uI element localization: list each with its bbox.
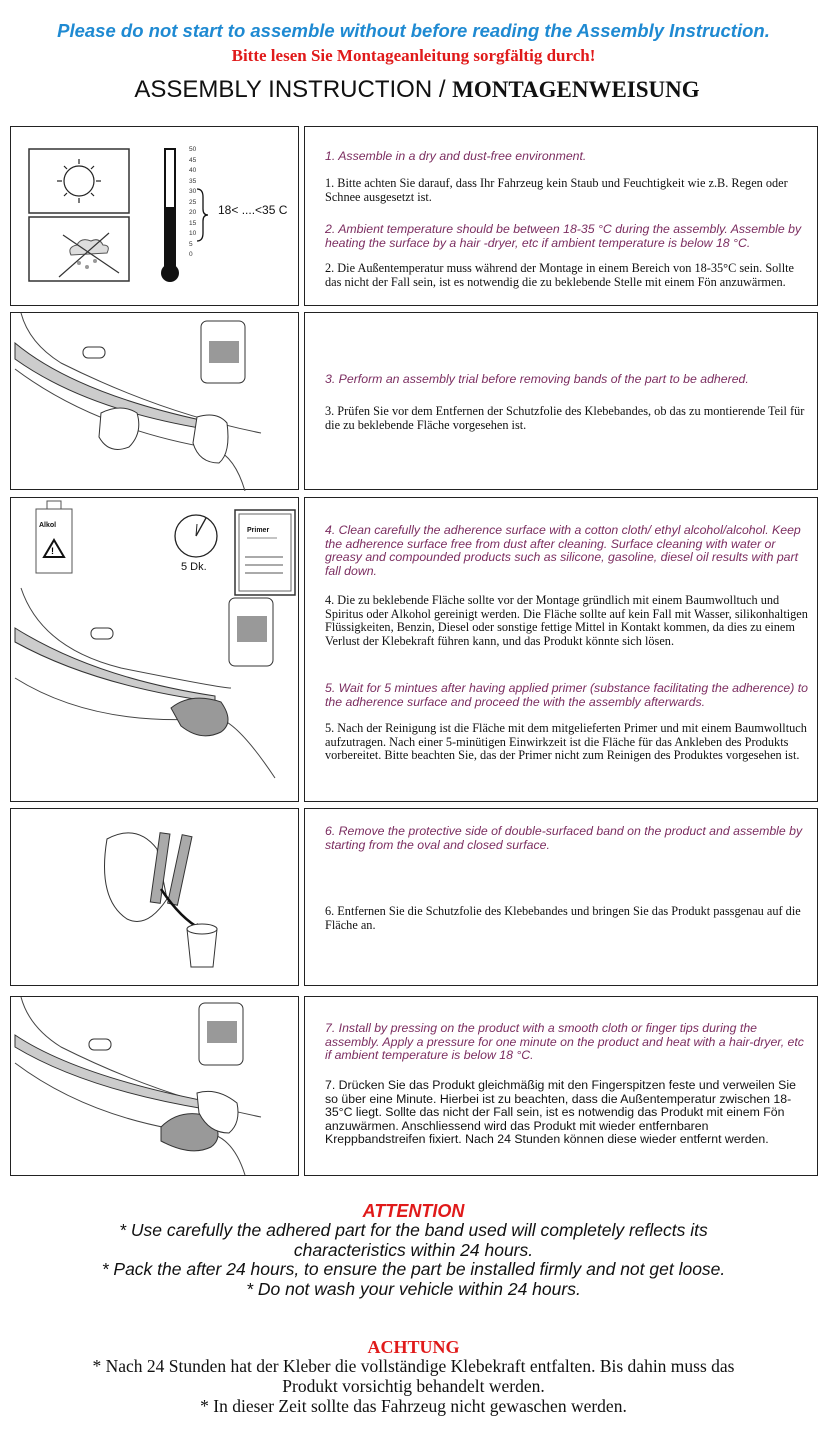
step-2-de: 2. Die Außentemperatur muss während der Montage in einem Bereich von 18-35°C sein. Sollte das nicht der Fall sein, ist es notwendig die zu beklebende Stelle mit einem Fön anzuwärmen.: [325, 261, 795, 289]
primer-label: Primer: [247, 527, 270, 534]
peel-tape-icon: [11, 809, 300, 987]
tick: 40: [189, 167, 197, 174]
attention-notes: [0, 1221, 827, 1299]
tick: 0: [189, 251, 193, 258]
achtung-line: Produkt vorsichtig behandelt werden.: [282, 1376, 545, 1396]
sun-rain-icon: [11, 127, 300, 307]
step-2-en: 2. Ambient temperature should be between 18-35 °C during the assembly. Assemble by heating the surface by a hair -dryer, etc if ambient temperature is below 18 °C.: [325, 222, 802, 250]
tick: 45: [189, 156, 197, 164]
step-4-de: 4. Die zu beklebende Fläche sollte vor der Montage gründlich mit einem Baumwolltuch und Spiritus oder Alkohol gereinigt werden. Die Fläche sollte auf kein Fall mit Wasser, silikonhaltigen Flüssigkeiten, Benzin, Diesel oder sonstige fettige Mittel in Kontakt kommen, da dies zu einem Verlust der Klebekraft führen kann, und das Produkt könnte sich lösen.: [325, 593, 808, 648]
step-3-de: 3. Prüfen Sie vor dem Entfernen der Schutzfolie des Klebebandes, ob das zu montierende Teil für die zu beklebende Fläche vorgesehen ist.: [325, 404, 805, 432]
tick: 25: [189, 198, 197, 206]
achtung-notes: [0, 1356, 827, 1416]
step-4-5-text: [304, 497, 818, 802]
attention-line: * Use carefully the adhered part for the band used will completely reflects its: [119, 1220, 708, 1240]
tick: 35: [189, 177, 197, 185]
page-title: [0, 76, 827, 104]
tick: 15: [189, 219, 197, 227]
achtung-title: ACHTUNG: [367, 1337, 460, 1357]
step-7-en: 7. Install by pressing on the product with a smooth cloth or finger tips during the assembly. Apply a pressure for one minute on the product and heat with a hair-dryer, etc if ambient temperature is below 18 °C.: [325, 1021, 804, 1062]
tick: 50: [189, 146, 197, 153]
clock-label: 5 Dk.: [181, 561, 207, 573]
illustration-trial-fit: [10, 312, 299, 490]
tick: 5: [189, 240, 193, 248]
illustration-press: [10, 996, 299, 1176]
step-6-en: 6. Remove the protective side of double-surfaced band on the product and assemble by starting from the oval and closed surface.: [325, 824, 803, 852]
svg-text:!: !: [51, 546, 54, 556]
temperature-range: 18< ....<35 C: [218, 203, 288, 217]
warning-de: Bitte lesen Sie Montageanleitung sorgfältig durch!: [231, 46, 596, 65]
step-5-de: 5. Nach der Reinigung ist die Fläche mit dem mitgelieferten Primer und mit einem Baumwolltuch aufzutragen. Nach einer 5-minütigen Einwirkzeit ist die Fläche für das Ankleben des Produkts vorbereitet. Bitte beachten Sie, das der Primer nicht zum Reinigen des Produktes vorgesehen ist.: [325, 721, 807, 762]
step-1-2-text: [304, 126, 818, 306]
step-1-en: 1. Assemble in a dry and dust-free environment.: [325, 149, 587, 163]
thermometer-scale: [189, 145, 203, 261]
step-4-en: 4. Clean carefully the adherence surface with a cotton cloth/ ethyl alcohol/alcohol. Keep the adherence surface free from dust after cleaning. Surface cleaning with water or greasy and compounded products such as silicone, gasoline, diesel oil results with part fall down.: [325, 523, 801, 578]
step-1-de: 1. Bitte achten Sie darauf, dass Ihr Fahrzeug kein Staub und Feuchtigkeit wie z.B. Regen oder Schnee ausgesetzt ist.: [325, 176, 788, 204]
bumper-press-icon: [11, 997, 300, 1177]
step-5-en: 5. Wait for 5 mintues after having applied primer (substance facilitating the adherence) to the adherence surface and proceed the with the assembly afterwards.: [325, 681, 809, 709]
warning-en: Please do not start to assemble without before reading the Assembly Instruction.: [57, 20, 770, 41]
attention-line: * Pack the after 24 hours, to ensure the part be installed firmly and not get loose.: [101, 1259, 726, 1279]
alcohol-clock-primer-icon: [11, 498, 300, 803]
tick: 20: [189, 209, 197, 216]
illustration-environment: [10, 126, 299, 306]
step-7-de: 7. Drücken Sie das Produkt gleichmäßig mit den Fingerspitzen feste und verweilen Sie so über eine Minute. Hierbei ist zu beachten, dass die Außentemperatur zwischen 18-35°C liegt. Sollte das nicht der Fall sein, ist es notwendig das Produkt mit einem Fön anzuwärmen. Anschliessend wird das Produkt mit wieder entfernbaren Kreppbandstreifen fixiert. Nach 24 Stunden können diese wieder entfernt werden.: [325, 1078, 796, 1146]
achtung-line: * Nach 24 Stunden hat der Kleber die vollständige Klebekraft entfalten. Bis dahin muss das: [92, 1356, 735, 1376]
step-3-text: [304, 312, 818, 490]
illustration-remove-film: [10, 808, 299, 986]
attention-line: * Do not wash your vehicle within 24 hours.: [246, 1278, 581, 1299]
title-de: MONTAGENWEISUNG: [452, 77, 700, 102]
step-6-de: 6. Entfernen Sie die Schutzfolie des Klebebandes und bringen Sie das Produkt passgenau auf die Fläche an.: [325, 904, 801, 932]
step-3-en: 3. Perform an assembly trial before removing bands of the part to be adhered.: [325, 372, 749, 386]
attention-line: characteristics within 24 hours.: [293, 1239, 534, 1260]
illustration-cleaning: [10, 497, 299, 802]
attention-title: ATTENTION: [362, 1201, 465, 1221]
tick: 10: [189, 230, 197, 237]
achtung-line: * In dieser Zeit sollte das Fahrzeug nicht gewaschen werden.: [200, 1396, 627, 1416]
alkol-label: Alkol: [39, 522, 57, 529]
tick: 30: [189, 188, 197, 195]
bumper-trial-icon: [11, 313, 300, 491]
step-7-text: [304, 996, 818, 1176]
title-en: ASSEMBLY INSTRUCTION /: [134, 76, 453, 103]
step-6-text: [304, 808, 818, 986]
